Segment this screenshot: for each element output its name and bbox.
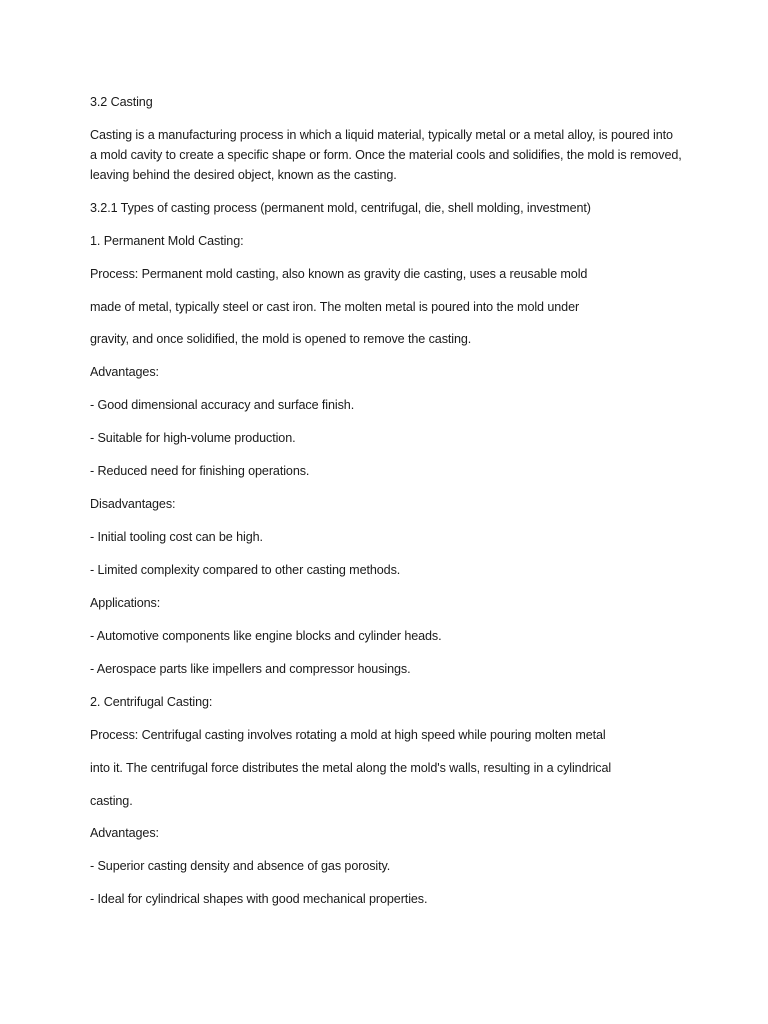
section-heading: 3.2 Casting xyxy=(90,95,153,109)
permanent-application-item: - Automotive components like engine blocks and cylinder heads. xyxy=(90,629,442,643)
permanent-applications-label: Applications: xyxy=(90,596,161,610)
permanent-advantages-label: Advantages: xyxy=(90,365,159,379)
permanent-advantage-item: - Good dimensional accuracy and surface finish. xyxy=(90,398,355,412)
permanent-disadvantages-label: Disadvantages: xyxy=(90,497,176,511)
permanent-mold-heading: 1. Permanent Mold Casting: xyxy=(90,234,244,248)
centrifugal-heading: 2. Centrifugal Casting: xyxy=(90,695,213,709)
intro-paragraph: Casting is a manufacturing process in which a liquid material, typically metal or a metal alloy, is poured into a mold cavity to create a specific shape or form. Once the material cools and solidifies, the mold is removed, leaving behind the desired object, known as the casting. xyxy=(90,128,682,182)
permanent-process-line: gravity, and once solidified, the mold is opened to remove the casting. xyxy=(90,332,472,346)
centrifugal-advantage-item: - Superior casting density and absence of gas porosity. xyxy=(90,859,391,873)
centrifugal-process-line: Process: Centrifugal casting involves rotating a mold at high speed while pouring molten metal xyxy=(90,728,606,742)
centrifugal-process-line: casting. xyxy=(90,794,133,808)
permanent-process-line: Process: Permanent mold casting, also known as gravity die casting, uses a reusable mold xyxy=(90,267,588,281)
centrifugal-advantages-label: Advantages: xyxy=(90,826,159,840)
permanent-disadvantage-item: - Limited complexity compared to other casting methods. xyxy=(90,563,401,577)
centrifugal-advantage-item: - Ideal for cylindrical shapes with good mechanical properties. xyxy=(90,892,428,906)
centrifugal-process-line: into it. The centrifugal force distributes the metal along the mold's walls, resulting in a cylindrical xyxy=(90,761,612,775)
permanent-disadvantage-item: - Initial tooling cost can be high. xyxy=(90,530,263,544)
permanent-process-line: made of metal, typically steel or cast iron. The molten metal is poured into the mold under xyxy=(90,300,580,314)
permanent-advantage-item: - Suitable for high-volume production. xyxy=(90,431,296,445)
permanent-advantage-item: - Reduced need for finishing operations. xyxy=(90,464,310,478)
permanent-application-item: - Aerospace parts like impellers and compressor housings. xyxy=(90,662,411,676)
subsection-heading: 3.2.1 Types of casting process (permanent mold, centrifugal, die, shell molding, investment) xyxy=(90,201,591,215)
